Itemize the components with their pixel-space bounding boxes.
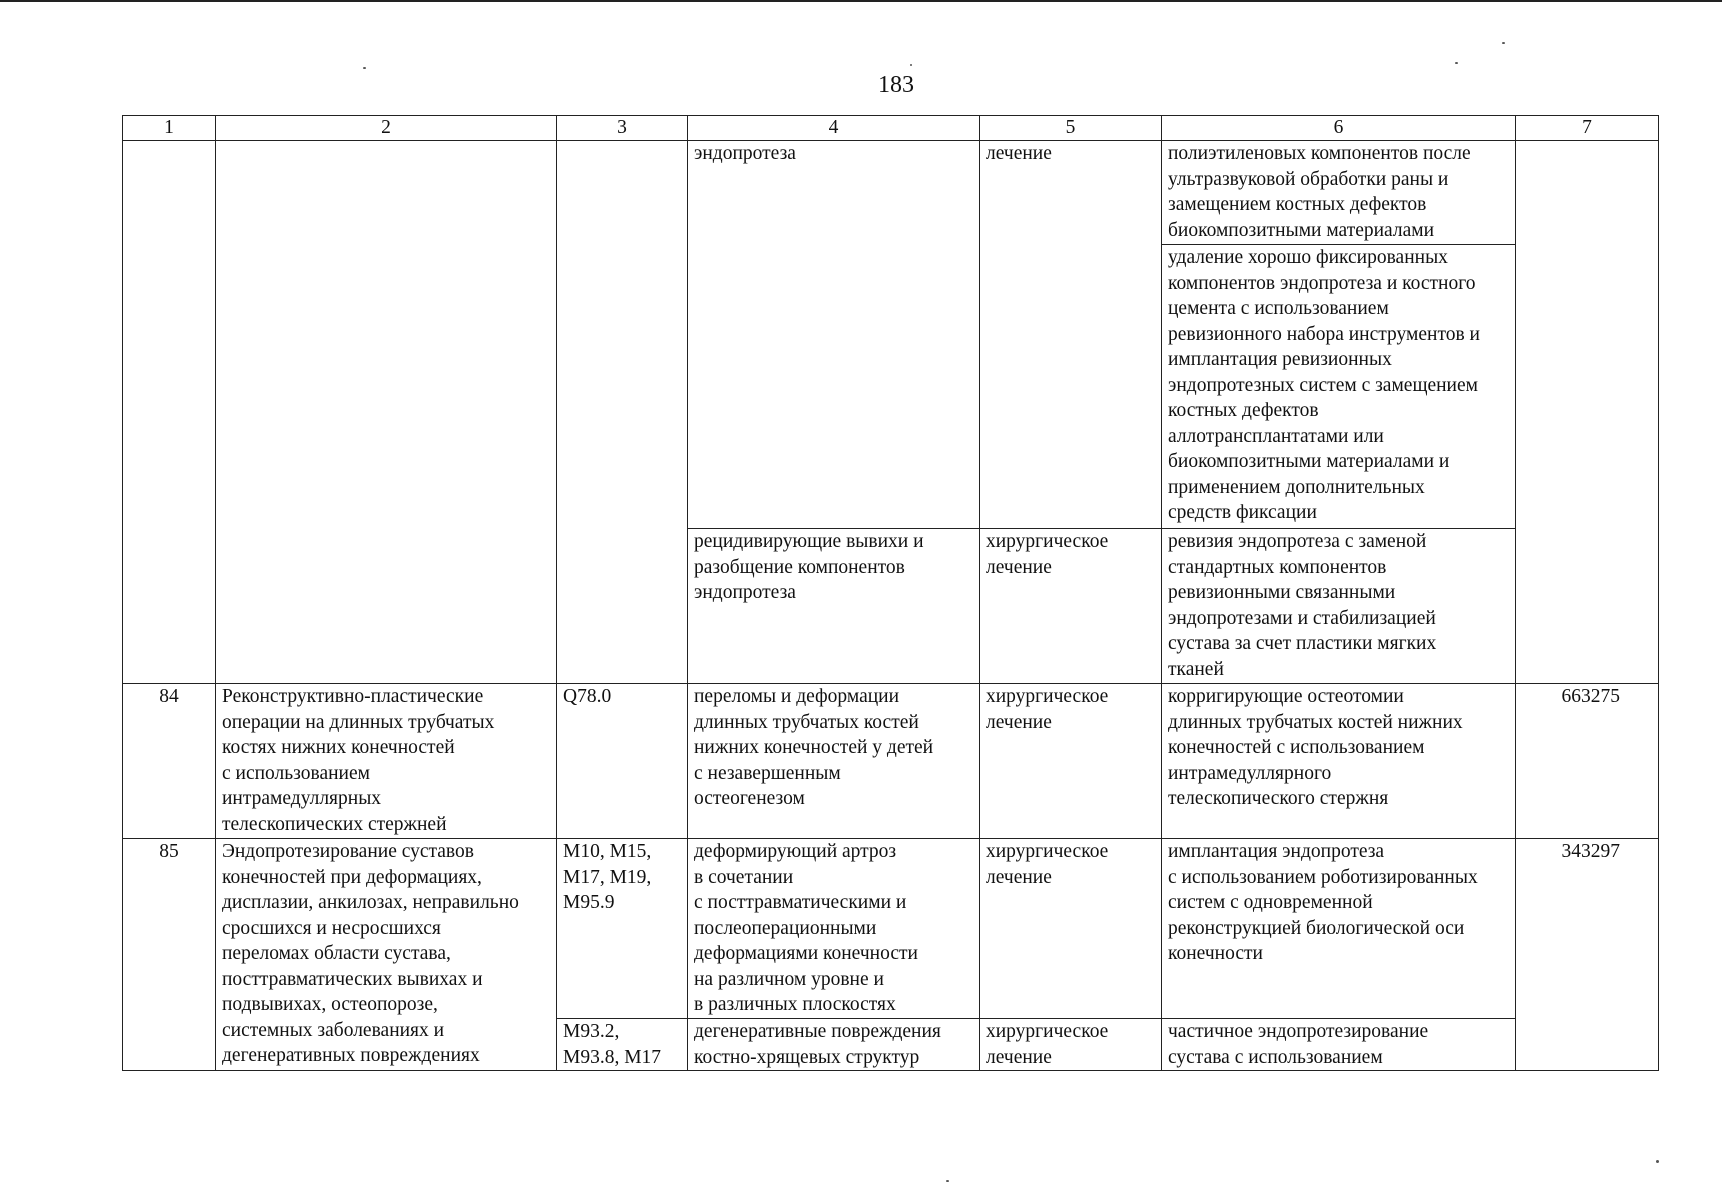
table-row (123, 684, 1659, 839)
price-cell: 343297 (1516, 839, 1659, 1071)
treatment-method-cell: ревизия эндопротеза с заменой стандартных компонентов ревизионными связанными эндопротезами и стабилизацией сустава за счет пластики мягких тканей (1162, 529, 1516, 684)
patient-model-cell: эндопротеза (688, 141, 980, 529)
column-header: 1 (123, 116, 216, 141)
table-row (123, 839, 1659, 1019)
scan-speck (1455, 62, 1458, 64)
column-header: 5 (980, 116, 1162, 141)
patient-model-cell: переломы и деформации длинных трубчатых костей нижних конечностей у детей с незавершенным остеогенезом (688, 684, 980, 839)
empty-cell (216, 141, 557, 684)
treatment-type-cell: хирургическое лечение (980, 684, 1162, 839)
treatment-type-cell: хирургическое лечение (980, 529, 1162, 684)
scan-speck (1502, 42, 1505, 44)
scan-speck (363, 67, 366, 69)
row-number-cell: 85 (123, 839, 216, 1071)
column-header: 3 (557, 116, 688, 141)
page-number: 183 (878, 72, 914, 98)
treatment-method-cell: имплантация эндопротеза с использованием роботизированных систем с одновременной реконструкцией биологической оси конечности (1162, 839, 1516, 1019)
scan-speck (946, 1180, 949, 1182)
scan-speck (910, 64, 912, 66)
treatment-method-cell: частичное эндопротезирование сустава с использованием (1162, 1019, 1516, 1071)
treatment-type-cell: хирургическое лечение (980, 1019, 1162, 1071)
treatment-type-cell: хирургическое лечение (980, 839, 1162, 1019)
scan-speck (1656, 1160, 1659, 1163)
empty-cell (557, 141, 688, 684)
treatment-method-cell: удаление хорошо фиксированных компонентов эндопротеза и костного цемента с использованием ревизионного набора инструментов и имплантация ревизионных эндопротезных систем с замещением костных дефектов аллотрансплантатами или биокомпозитными материалами и применением дополнительных средств фиксации (1162, 245, 1516, 529)
icd-code-cell: Q78.0 (557, 684, 688, 839)
treatment-method-cell: корригирующие остеотомии длинных трубчатых костей нижних конечностей с использованием интрамедуллярного телескопического стержня (1162, 684, 1516, 839)
column-header: 2 (216, 116, 557, 141)
column-header: 7 (1516, 116, 1659, 141)
treatment-method-cell: полиэтиленовых компонентов после ультразвуковой обработки раны и замещением костных дефектов биокомпозитными материалами (1162, 141, 1516, 245)
treatment-type-cell: лечение (980, 141, 1162, 529)
price-cell: 663275 (1516, 684, 1659, 839)
column-header: 6 (1162, 116, 1516, 141)
column-number-row (123, 116, 1659, 141)
patient-model-cell: дегенеративные повреждения костно-хрящевых структур (688, 1019, 980, 1071)
procedure-name-cell: Реконструктивно-пластические операции на длинных трубчатых костях нижних конечностей с использованием интрамедуллярных телескопических стержней (216, 684, 557, 839)
icd-code-cell: M10, M15, M17, M19, M95.9 (557, 839, 688, 1019)
table-row (123, 141, 1659, 245)
icd-code-cell: M93.2, M93.8, M17 (557, 1019, 688, 1071)
column-header: 4 (688, 116, 980, 141)
row-number-cell: 84 (123, 684, 216, 839)
procedure-name-cell: Эндопротезирование суставов конечностей при деформациях, дисплазии, анкилозах, неправильно сросшихся и несросшихся переломах области сустава, посттравматических вывихах и подвывихах, остеопорозе, системных заболеваниях и дегенеративных повреждениях (216, 839, 557, 1071)
empty-cell (123, 141, 216, 684)
procedures-table (122, 115, 1659, 1071)
empty-cell (1516, 141, 1659, 684)
patient-model-cell: деформирующий артроз в сочетании с посттравматическими и послеоперационными деформациями конечности на различном уровне и в различных плоскостях (688, 839, 980, 1019)
patient-model-cell: рецидивирующие вывихи и разобщение компонентов эндопротеза (688, 529, 980, 684)
top-border-line (0, 0, 1722, 2)
